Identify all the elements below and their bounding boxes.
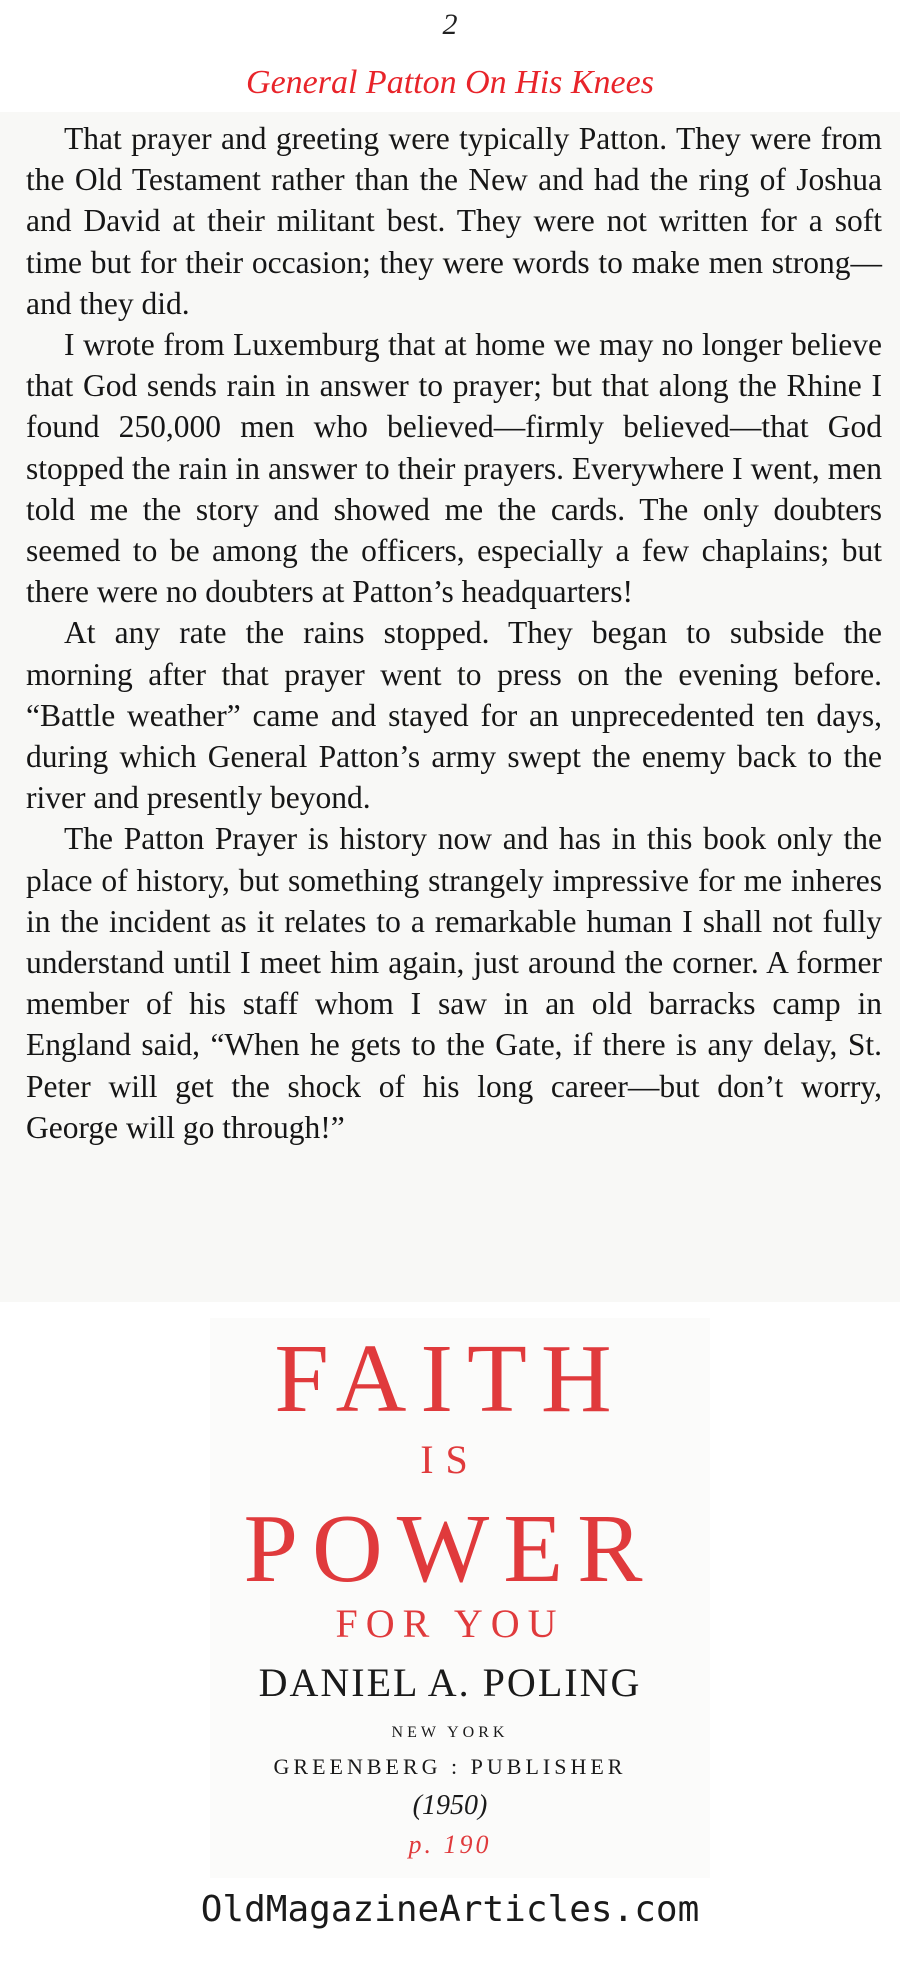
book-title-for-you: FOR YOU xyxy=(335,1601,565,1646)
article-paragraph: I wrote from Luxemburg that at home we may no longer believe that God sends rain in answer to prayer; but that along the Rhine I found 250,000 men who believed—firmly believed—that God stopped the rain in answer to their prayers. Everywhere I went, men told me the story and showed me the cards. The only doubters seemed to be among the officers, especially a few chaplains; but there were no doubters at Patton’s headquarters! xyxy=(26,327,882,610)
article-paragraph: The Patton Prayer is history now and has in this book only the place of history, but something strangely impressive for me inheres in the incident as it relates to a remarkable human I shall not fully understand until I meet him again, just around the corner. A former member of his staff whom I saw in an old barracks camp in England said, “When he gets to the Gate, if there is any delay, St. Peter will get the shock of his long career—but don’t worry, George will go through!” xyxy=(26,821,882,1145)
book-title-is: IS xyxy=(420,1437,480,1482)
book-city: NEW YORK xyxy=(391,1724,509,1741)
article-paragraph: That prayer and greeting were typically Patton. They were from the Old Testament rather than the New and had the ring of Joshua and David at their militant best. They were not written for a soft time but for their occasion; they were words to make men strong—and they did. xyxy=(26,121,882,321)
site-footer[interactable]: OldMagazineArticles.com xyxy=(200,1889,700,1930)
page-number: 2 xyxy=(442,8,458,41)
book-year: (1950) xyxy=(412,1790,488,1821)
book-title-power: POWER xyxy=(243,1495,657,1603)
book-author: DANIEL A. POLING xyxy=(258,1660,642,1705)
page-title: General Patton On His Knees xyxy=(246,64,654,101)
book-page-reference: p. 190 xyxy=(408,1830,492,1859)
article-body xyxy=(26,118,882,1148)
article-paragraph: At any rate the rains stopped. They began to subside the morning after that prayer went to press on the evening before. “Battle weather” came and stayed for an unprecedented ten days, during which General Patton’s army swept the enemy back to the river and presently beyond. xyxy=(26,615,882,816)
book-title-faith: FAITH xyxy=(274,1325,626,1433)
book-publisher: GREENBERG : PUBLISHER xyxy=(273,1754,627,1779)
